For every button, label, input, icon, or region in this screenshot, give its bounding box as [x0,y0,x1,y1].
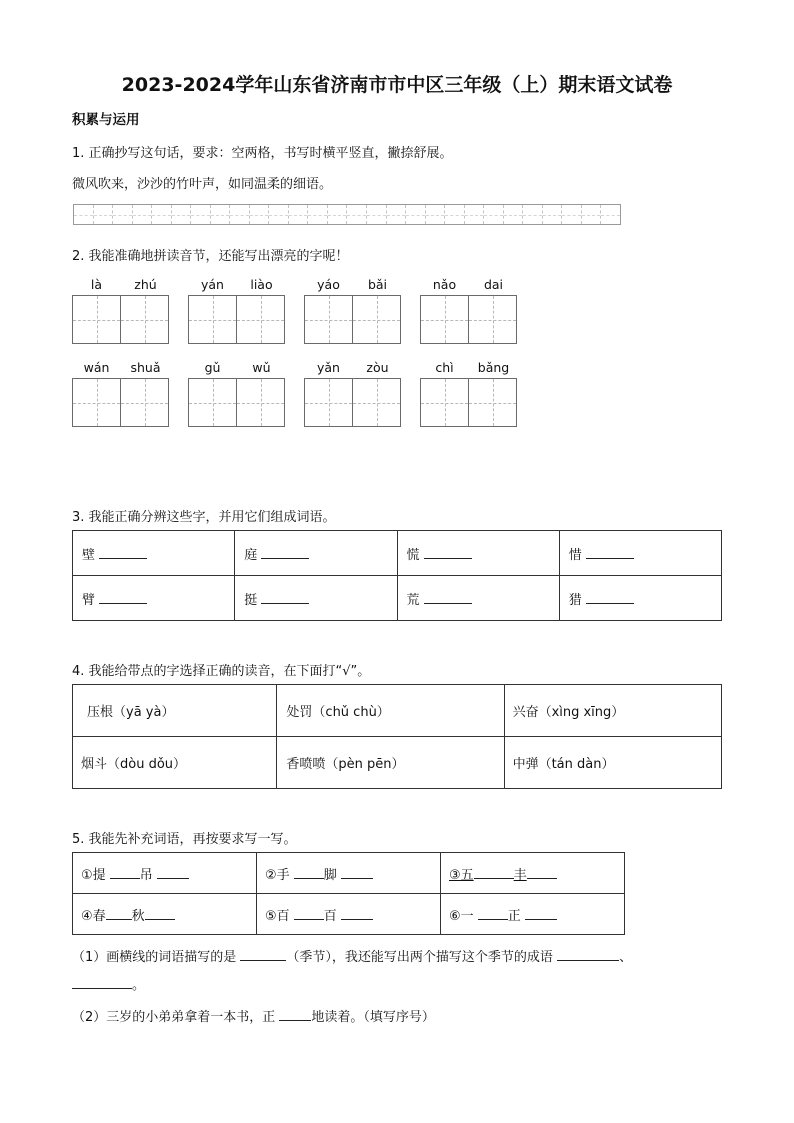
idiom-part: 百 [323,908,337,924]
table-cell [73,894,257,935]
sub-question-text: 地读着。（填写序号） [311,1010,435,1025]
answer-blank[interactable] [145,905,175,920]
table-cell [73,531,235,576]
idiom-part: 吊 [139,867,153,883]
writing-box[interactable] [188,378,237,427]
copy-grid-cell[interactable] [328,205,348,224]
writing-box[interactable] [420,378,469,427]
table-row [73,685,722,737]
idiom-part: ①提 [81,867,106,883]
table-cell[interactable]: 处罚（chǔ chù） [277,685,504,737]
q5-prompt: 5. 我能先补充词语，再按要求写一写。 [72,832,297,847]
table-cell[interactable]: 烟斗（dòu dǒu） [73,737,277,789]
table-cell[interactable]: 压根（yā yà） [73,685,277,737]
pinyin: dai [483,277,504,292]
pinyin: wán [83,360,110,375]
pinyin-group-2 [188,276,286,344]
copy-grid-cell[interactable] [523,205,543,224]
answer-blank[interactable] [99,544,147,559]
table-cell [559,576,721,621]
q5-sub1 [72,946,632,965]
char: 挺 [244,592,258,608]
idiom-part: ②手 [265,867,290,883]
table-row [73,894,625,935]
pinyin: chì [435,360,454,375]
copy-grid-cell[interactable] [543,205,563,224]
q3-prompt: 3. 我能正确分辨这些字，并用它们组成词语。 [72,510,336,525]
answer-blank[interactable] [294,905,324,920]
idiom-part: 正 [507,908,521,924]
q1-sentence: 微风吹来，沙沙的竹叶声，如同温柔的细语。 [72,177,333,192]
sub-question-text: 、 [619,950,633,965]
copy-grid-cell[interactable] [94,205,114,224]
q3-table [72,530,722,621]
answer-blank[interactable] [261,589,309,604]
copy-grid-cell[interactable] [465,205,485,224]
pinyin-group-5 [72,359,170,427]
idiom-part: 脚 [323,867,337,883]
answer-blank[interactable] [525,905,557,920]
q5-sub1-cont [72,974,145,993]
writing-box[interactable] [72,378,121,427]
table-row [73,737,722,789]
char: 惜 [568,547,582,563]
answer-blank[interactable] [586,589,634,604]
table-cell [235,576,397,621]
char: 壁 [82,547,96,563]
copy-grid-cell[interactable] [74,205,94,224]
pinyin: liào [250,277,273,292]
pinyin: shuǎ [130,360,161,375]
table-cell [559,531,721,576]
copy-grid-cell[interactable] [504,205,524,224]
writing-box[interactable] [304,378,353,427]
pinyin: yǎn [317,360,340,375]
writing-box[interactable] [120,295,169,344]
copy-grid-cell[interactable] [211,205,231,224]
q2-prompt: 2. 我能准确地拼读音节，还能写出漂亮的字呢！ [72,249,349,264]
pinyin: bǎng [477,360,510,375]
table-cell [235,531,397,576]
pinyin-group-3 [304,276,402,344]
pinyin: zòu [366,360,389,375]
writing-box[interactable] [468,378,517,427]
answer-blank[interactable] [157,864,189,879]
copy-grid-cell[interactable] [191,205,211,224]
writing-box[interactable] [352,378,401,427]
pinyin-group-4 [420,276,518,344]
table-cell [441,853,625,894]
pinyin: yáo [317,277,340,292]
table-cell[interactable]: 香喷喷（pèn pēn） [277,737,504,789]
copy-grid-cell[interactable] [562,205,582,224]
pinyin-group-7 [304,359,402,427]
writing-box[interactable] [188,295,237,344]
q5-table [72,852,625,935]
copy-grid-cell[interactable] [347,205,367,224]
writing-box[interactable] [420,295,469,344]
writing-box[interactable] [236,295,285,344]
idiom-part: 丰 [513,867,527,883]
answer-blank[interactable] [261,544,309,559]
table-cell[interactable]: 中弹（tán dàn） [504,737,721,789]
char: 慌 [406,547,420,563]
char: 臂 [82,592,96,608]
answer-blank[interactable] [240,946,286,961]
answer-blank[interactable] [341,864,373,879]
table-cell [257,894,441,935]
answer-blank[interactable] [279,1006,311,1021]
table-cell [397,576,559,621]
writing-box[interactable] [236,378,285,427]
copy-grid-cell[interactable] [406,205,426,224]
copy-grid-cell[interactable] [133,205,153,224]
writing-box[interactable] [72,295,121,344]
page-title: 2023-2024学年山东省济南市市中区三年级（上）期末语文试卷 [121,74,673,96]
table-cell [73,853,257,894]
q4-table [72,684,722,789]
table-cell [397,531,559,576]
pinyin: yán [201,277,224,292]
pinyin: zhú [134,277,157,292]
pinyin-group-8 [420,359,518,427]
sub-question-text: （季节），我还能写出两个描写这个季节的成语 [286,950,553,965]
table-cell [441,894,625,935]
section-heading: 积累与运用 [72,112,140,128]
table-row [73,853,625,894]
copy-grid-cell[interactable] [269,205,289,224]
writing-box[interactable] [304,295,353,344]
copy-grid-cell[interactable] [113,205,133,224]
pinyin-group-6 [188,359,286,427]
copy-grid-cell[interactable] [445,205,465,224]
answer-blank[interactable] [527,864,557,879]
copy-grid-cell[interactable] [426,205,446,224]
copy-grid-cell[interactable] [152,205,172,224]
sub-question-text: （1）画横线的词语描写的是 [72,950,237,965]
char: 猎 [568,592,582,608]
idiom-part: 秋 [131,908,145,924]
idiom-part: ⑤百 [265,908,290,924]
table-cell [257,853,441,894]
char: 荒 [406,592,420,608]
answer-blank[interactable] [341,905,373,920]
pinyin: bǎi [367,277,388,292]
q1-prompt: 1. 正确抄写这句话，要求：空两格，书写时横平竖直，撇捺舒展。 [72,146,453,161]
copy-grid-cell[interactable] [308,205,328,224]
answer-blank[interactable] [294,864,324,879]
copy-grid-cell[interactable] [484,205,504,224]
sub-question-text: 。 [132,978,146,993]
copy-grid-cell[interactable] [289,205,309,224]
answer-blank[interactable] [72,974,132,989]
idiom-part: ⑥一 [449,908,474,924]
pinyin: nǎo [432,277,457,292]
copy-grid-cell[interactable] [582,205,602,224]
table-row [73,576,722,621]
answer-blank[interactable] [106,905,132,920]
pinyin: wǔ [252,360,271,375]
answer-blank[interactable] [99,589,147,604]
pinyin: gǔ [204,360,221,375]
writing-box[interactable] [120,378,169,427]
idiom-part: ④春 [81,908,106,924]
copy-grid-cell[interactable] [367,205,387,224]
pinyin-group-1 [72,276,170,344]
answer-blank[interactable] [478,905,508,920]
sub-question-text: （2）三岁的小弟弟拿着一本书，正 [72,1010,276,1025]
answer-blank[interactable] [586,544,634,559]
idiom-part: ③五 [449,867,474,883]
writing-box[interactable] [352,295,401,344]
copy-grid-cell[interactable] [387,205,407,224]
pinyin: là [90,277,103,292]
answer-blank[interactable] [424,589,472,604]
table-row [73,531,722,576]
copy-grid-cell[interactable] [250,205,270,224]
copy-writing-grid[interactable] [73,204,621,225]
q4-prompt: 4. 我能给带点的字选择正确的读音，在下面打“√”。 [72,664,371,679]
writing-box[interactable] [468,295,517,344]
q5-sub2 [72,1006,435,1025]
char: 庭 [244,547,258,563]
copy-grid-cell[interactable] [601,205,620,224]
answer-blank[interactable] [474,864,514,879]
answer-blank[interactable] [557,946,619,961]
answer-blank[interactable] [110,864,140,879]
table-cell [73,576,235,621]
copy-grid-cell[interactable] [172,205,192,224]
copy-grid-cell[interactable] [230,205,250,224]
answer-blank[interactable] [424,544,472,559]
table-cell[interactable]: 兴奋（xìng xīng） [504,685,721,737]
